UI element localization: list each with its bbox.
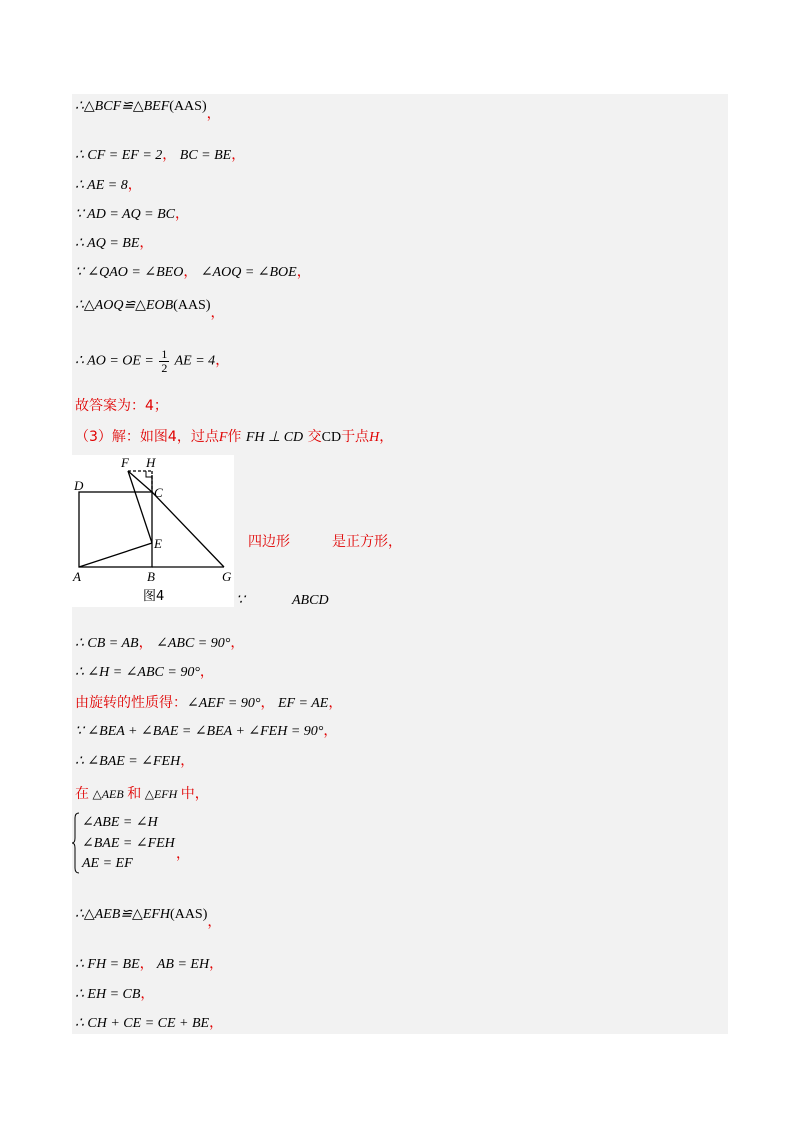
- label-e: E: [154, 536, 162, 551]
- proof-line-18: ∴△AEB≌△EFH(AAS)，: [75, 907, 222, 930]
- label-g: G: [222, 569, 232, 584]
- proof-line-16: ∴ ∠BAE = ∠FEH，: [75, 754, 195, 769]
- proof-line-5: ∴ AQ = BE，: [75, 236, 154, 251]
- proof-line-7: ∴△AOQ≌△EOB(AAS)，: [75, 298, 225, 321]
- proof-line-19: ∴ FH = BE， AB = EH，: [75, 957, 224, 972]
- proof-line-15: ∵ ∠BEA + ∠BAE = ∠BEA + ∠FEH = 90°，: [75, 724, 338, 739]
- segment-ae: [79, 543, 152, 567]
- proof-line-17: 在 △AEB 和 △EFH 中，: [75, 786, 209, 802]
- proof-line-21: ∴ CH + CE = CE + BE，: [75, 1016, 224, 1031]
- proof-line-14: 由旋转的性质得：∠AEF = 90°， EF = AE，: [75, 695, 343, 711]
- answer-line: 故答案为：4；: [75, 398, 168, 414]
- proof-line-13: ∴ ∠H = ∠ABC = 90°，: [75, 665, 214, 680]
- label-a: A: [73, 569, 81, 584]
- proof-line-4: ∵ AD = AQ = BC，: [75, 207, 190, 222]
- system-line-3: AE = EF: [82, 856, 133, 871]
- system-brace: [72, 812, 80, 874]
- proof-line-6: ∵ ∠QAO = ∠BEO， ∠AOQ = ∠BOE，: [75, 265, 311, 280]
- proof-line-8: ∴ AO = OE = $\frac{1}{2}$ AE = 4，: [75, 347, 230, 375]
- figure-caption: 图4: [143, 589, 165, 604]
- square-statement-part-a: 四边形: [248, 534, 290, 550]
- because-symbol: ∵: [236, 593, 245, 608]
- segment-cg: [152, 492, 224, 567]
- figure-4: [72, 455, 234, 607]
- right-angle-mark: [146, 471, 152, 477]
- square-statement-part-b: 是正方形，: [332, 534, 402, 550]
- label-h: H: [146, 455, 156, 470]
- proof-line-12: ∴ CB = AB， ∠ABC = 90°，: [75, 636, 245, 651]
- proof-line-1: ∴△BCF≌△BEF(AAS)，: [75, 99, 221, 122]
- label-f: F: [121, 455, 129, 470]
- geometry-diagram: [72, 455, 234, 607]
- label-d: D: [74, 478, 84, 493]
- label-c: C: [154, 485, 163, 500]
- proof-line-2: ∴ CF = EF = 2， BC = BE，: [75, 148, 246, 163]
- system-line-1: ∠ABE = ∠H: [82, 815, 158, 830]
- system-comma: ，: [176, 847, 190, 862]
- label-b: B: [147, 569, 155, 584]
- system-line-2: ∠BAE = ∠FEH: [82, 836, 175, 851]
- square-name: ABCD: [292, 593, 329, 608]
- proof-line-20: ∴ EH = CB，: [75, 987, 155, 1002]
- square-abcd: [79, 492, 152, 567]
- proof-line-3: ∴ AE = 8，: [75, 178, 142, 193]
- fraction-one-half: $\frac{1}{2}$: [161, 347, 168, 375]
- part-3-intro: （3）解：如图4，过点F作 FH ⊥ CD 交CD于点H，: [75, 429, 394, 445]
